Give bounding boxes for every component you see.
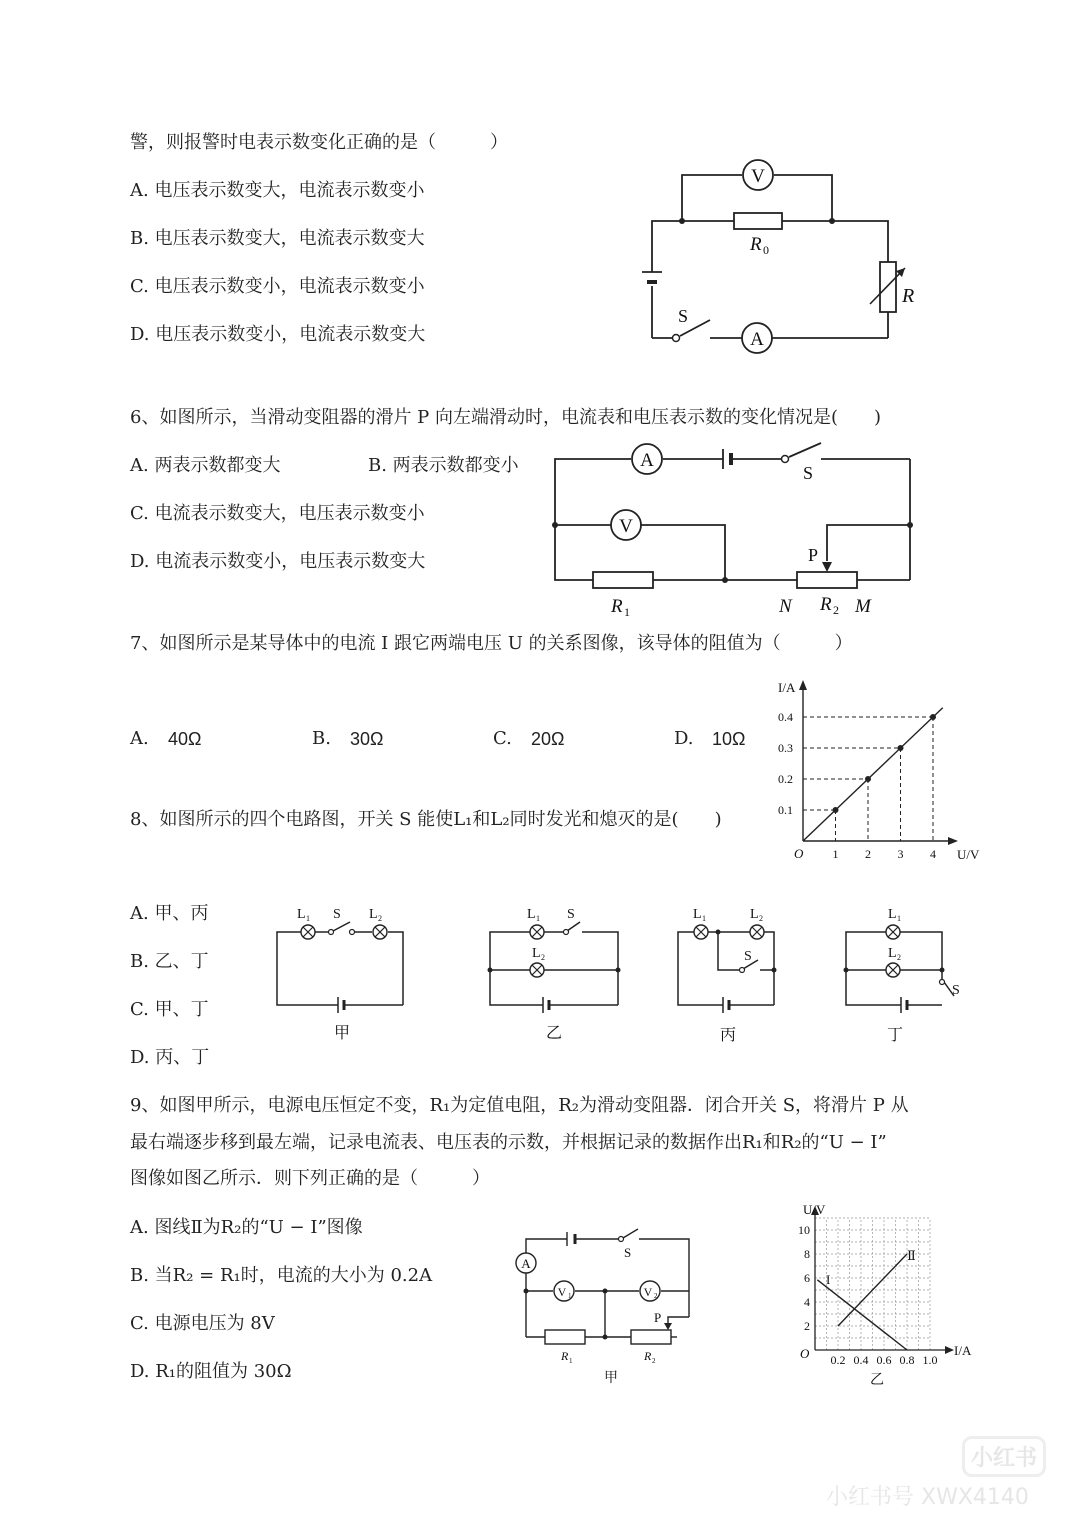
q9-origin: O [800,1346,810,1361]
q7-data-point [865,776,871,782]
q8-option-a: A. 甲、丙 [130,903,209,924]
watermark-logo: 小红书 [962,1436,1046,1477]
label-l2-sub: 2 [759,914,763,923]
svg-text:1: 1 [624,605,630,619]
q7-data-point [833,807,839,813]
switch-terminal-icon [619,1237,624,1242]
q7-option-c-value: 20Ω [531,729,565,749]
svg-text:R: R [611,596,623,617]
q7-option-d-value: 10Ω [712,729,746,749]
q8-circuit-ding [836,900,976,1045]
q9-y-label: U/V [803,1202,826,1217]
q6-option-c: C. 电流表示数变大，电压表示数变小 [130,503,425,524]
voltmeter-icon [611,510,641,540]
q8-circuit-jia [268,900,413,1045]
q5-option-b: B. 电压表示数变大，电流表示数变大 [130,228,425,249]
q9-stem-line2: 最右端逐步移到最左端，记录电流表、电压表的示数，并根据记录的数据作出R₁和R₂的“U − I” [130,1132,887,1153]
svg-text:1: 1 [568,1292,572,1300]
q7-y-tick-label: 0.3 [778,741,793,755]
q6-option-a: A. 两表示数都变大 [130,455,281,476]
q7-x-tick-label: 1 [832,847,839,861]
label-s: S [333,907,341,922]
q9-x-axis-arrow [945,1346,954,1354]
q6-option-b: B. 两表示数都变小 [368,455,519,476]
svg-text:N: N [779,596,792,617]
lamp-l2-icon [373,925,387,939]
q9-stem-line1: 9、如图甲所示，电源电压恒定不变，R₁为定值电阻，R₂为滑动变阻器．闭合开关 S，将滑片 P 从 [130,1095,909,1116]
label-s: S [744,949,752,964]
q9-series-i-line [817,1280,907,1350]
caption-jia: 甲 [334,1025,351,1042]
q9-option-c: C. 电源电压为 8V [130,1313,275,1334]
label-s: S [624,1245,632,1260]
q8-option-d: D. 丙、丁 [130,1047,210,1068]
q7-y-label: I/A [778,680,796,695]
svg-text:V: V [751,166,765,187]
caption-ding: 丁 [887,1027,904,1044]
resistor-r0-icon [734,213,782,257]
q5-circuit-diagram [630,150,930,360]
lamp-l1-icon [886,925,900,939]
q7-data-line [803,708,943,841]
slide-rheostat-r2-icon [631,1310,672,1365]
q7-y-tick-label: 0.4 [778,710,793,724]
q7-data-point [898,745,904,751]
switch-terminal-icon [329,930,334,935]
ammeter-icon [516,1253,536,1273]
variable-resistor-r-icon [870,262,914,312]
svg-text:P: P [808,545,819,565]
q9-y-tick-label: 6 [804,1271,810,1285]
label-l2: L [750,907,759,922]
voltmeter-v2-icon [640,1281,660,1301]
svg-text:2: 2 [652,1357,656,1365]
q9-series-i-label: I [826,1272,831,1287]
label-s: S [952,983,960,998]
label-l2: L [888,946,897,961]
q7-x-axis-arrow [948,837,958,845]
ammeter-icon [632,444,662,474]
svg-text:A: A [750,329,764,350]
svg-text:V: V [619,516,633,537]
q9-option-d: D. R₁的阻值为 30Ω [130,1361,292,1382]
q7-option-d-letter: D. [674,728,694,749]
label-l1: L [527,907,536,922]
q9-ui-graph [778,1198,978,1388]
label-l1-sub: 1 [306,914,310,923]
q7-option-a-letter: A. [130,728,149,749]
q9-option-a: A. 图线Ⅱ为R₂的“U − I”图像 [130,1217,363,1238]
svg-text:M: M [855,596,871,617]
q7-y-tick-label: 0.2 [778,772,793,786]
q7-y-tick-label: 0.1 [778,803,793,817]
voltmeter-v1-icon [554,1281,574,1301]
q7-y-axis-arrow [799,680,807,690]
svg-text:V: V [557,1285,567,1299]
q9-series-ii-label: Ⅱ [907,1248,916,1263]
label-l1: L [297,907,306,922]
switch-label: S [678,306,689,326]
q8-option-b: B. 乙、丁 [130,951,209,972]
switch-terminal-icon [940,980,945,985]
q9-x-tick-label: 0.2 [830,1353,846,1367]
svg-text:R: R [644,1349,652,1363]
q7-stem: 7、如图所示是某导体中的电流 I 跟它两端电压 U 的关系图像，该导体的阻值为（ ） [130,633,853,654]
caption-yi: 乙 [546,1025,563,1042]
q5-stem-tail: 警，则报警时电表示数变化正确的是（ ） [130,132,508,153]
q8-circuit-bing [668,900,788,1045]
q7-option-b-letter: B. [312,728,331,749]
q9-chart-title: 乙 [870,1373,884,1388]
lamp-l1-icon [530,925,544,939]
label-l1-sub: 1 [702,914,706,923]
switch-terminal-icon [350,930,355,935]
slide-rheostat-r2-icon [778,545,872,617]
q8-option-c: C. 甲、丁 [130,999,209,1020]
q7-data-point [930,714,936,720]
q9-circuit-jia [505,1225,705,1390]
label-l1-sub: 1 [536,914,540,923]
lamp-l1-icon [301,925,315,939]
q7-origin: O [794,846,804,861]
q7-x-tick-label: 4 [930,847,936,861]
q7-x-tick-label: 2 [865,847,871,861]
label-l1: L [693,907,702,922]
label-l2: L [532,946,541,961]
q5-option-d: D. 电压表示数变小，电流表示数变大 [130,324,426,345]
label-l2-sub: 2 [897,953,901,962]
svg-text:A: A [640,450,654,471]
q7-option-c-letter: C. [493,728,512,749]
q5-option-a: A. 电压表示数变大，电流表示数变小 [130,180,425,201]
lamp-l2-icon [530,963,544,977]
lamp-l2-icon [750,925,764,939]
q9-y-tick-label: 4 [804,1295,810,1309]
label-l2-sub: 2 [541,953,545,962]
svg-text:R: R [750,234,762,255]
svg-text:0: 0 [763,243,769,257]
svg-text:2: 2 [833,603,839,617]
q9-x-tick-label: 0.4 [853,1353,869,1367]
switch-terminal-icon [740,968,745,973]
q9-x-tick-label: 0.8 [899,1353,915,1367]
switch-label: S [803,463,814,483]
voltmeter-icon [743,160,773,190]
label-l1: L [888,907,897,922]
q9-option-b: B. 当R₂ = R₁时，电流的大小为 0.2A [130,1265,433,1286]
label-l1-sub: 1 [897,914,901,923]
q9-x-tick-label: 1.0 [922,1353,938,1367]
q7-option-a-value: 40Ω [168,729,202,749]
q9-y-tick-label: 8 [804,1247,810,1261]
q9-y-tick-label: 2 [804,1319,810,1333]
svg-text:P: P [654,1310,662,1325]
switch-terminal-icon [673,335,680,342]
caption-bing: 丙 [720,1027,737,1044]
watermark-id: 小红书号 XWX4140 [826,1485,1029,1510]
svg-text:R: R [561,1349,569,1363]
svg-text:A: A [521,1256,531,1271]
q9-x-label: I/A [954,1343,972,1358]
caption-jia: 甲 [604,1371,618,1386]
label-s: S [567,907,575,922]
q7-iu-graph [760,670,990,870]
label-l2: L [369,907,378,922]
q7-x-label: U/V [957,847,980,862]
q8-stem: 8、如图所示的四个电路图，开关 S 能使L₁和L₂同时发光和熄灭的是( ) [130,809,722,830]
q9-stem-line3: 图像如图乙所示．则下列正确的是（ ） [130,1168,490,1189]
resistor-r1-icon [545,1330,585,1365]
q7-option-b-value: 30Ω [350,729,384,749]
svg-text:R: R [902,285,915,307]
ammeter-icon [742,323,772,353]
q6-circuit-diagram [545,435,925,625]
switch-terminal-icon [564,930,569,935]
svg-text:1: 1 [569,1357,573,1365]
resistor-r1-icon [593,572,653,619]
switch-terminal-icon [782,456,789,463]
lamp-l1-icon [694,925,708,939]
q9-y-tick-label: 10 [798,1223,810,1237]
q6-option-d: D. 电流表示数变小，电压表示数变大 [130,551,426,572]
q5-option-c: C. 电压表示数变小，电流表示数变小 [130,276,425,297]
svg-text:2: 2 [654,1292,658,1300]
svg-text:R: R [820,594,832,615]
q8-circuit-yi [480,900,640,1045]
svg-text:V: V [643,1285,653,1299]
q7-x-tick-label: 3 [897,847,904,861]
lamp-l2-icon [886,963,900,977]
q6-stem: 6、如图所示，当滑动变阻器的滑片 P 向左端滑动时，电流表和电压表示数的变化情况是( ) [130,407,882,428]
q9-x-tick-label: 0.6 [876,1353,892,1367]
label-l2-sub: 2 [378,914,382,923]
